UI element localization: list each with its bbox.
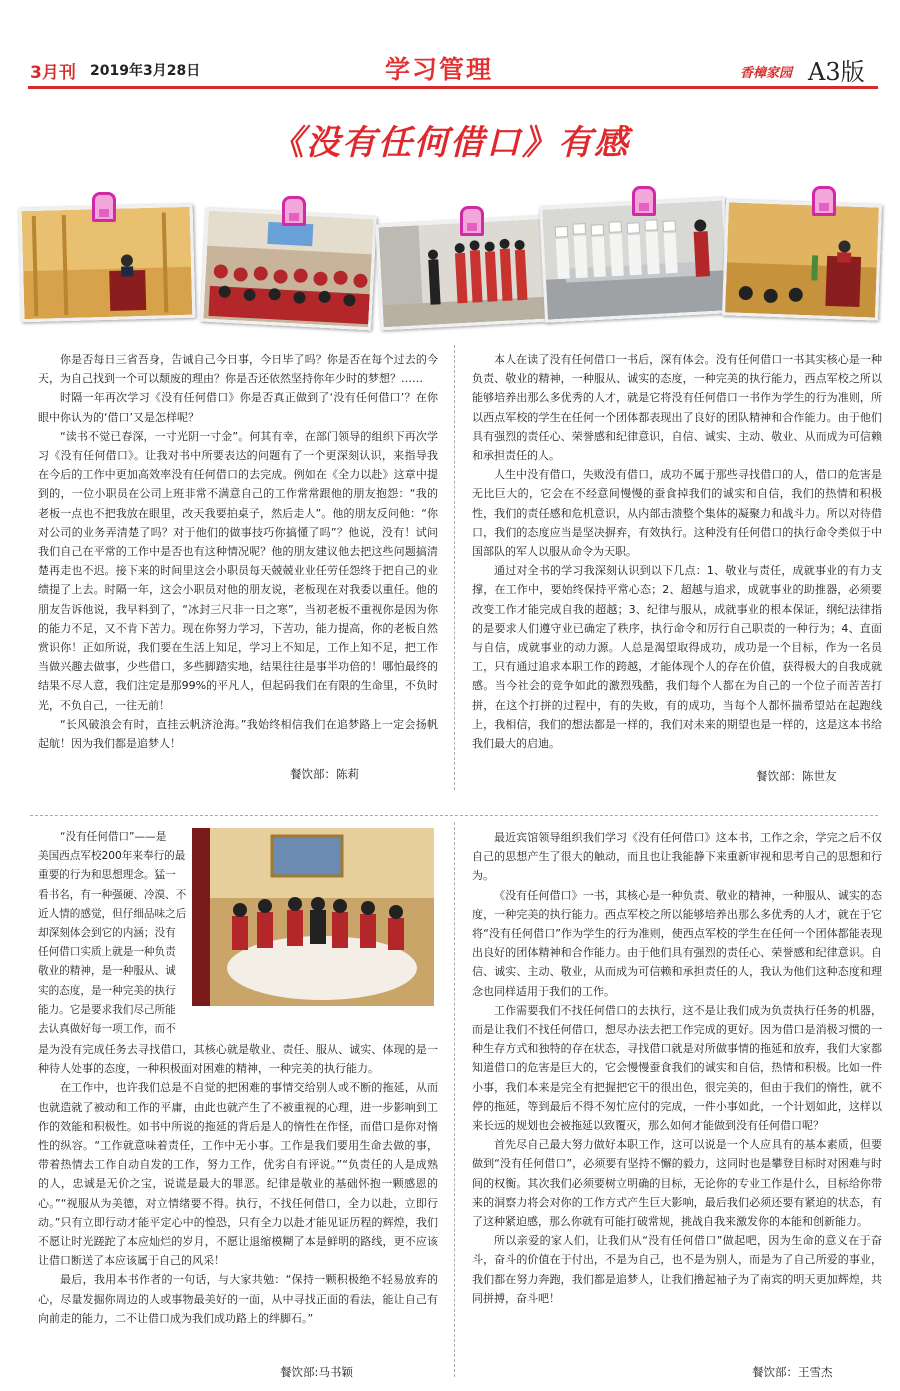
- article-4-paragraph: 所以亲爱的家人们，让我们从“没有任何借口”做起吧，因为生命的意义在于奋斗，奋斗的价值在于付出，不是为自己，也不是为别人，而是为了自己所爱的事业，我们都在努力奔跑，我们都是追梦人，让我们撸起袖子为了南宾的明天更加辉煌，共同拼搏，奋斗吧！: [472, 1234, 882, 1305]
- article-3-line: 敬业的精神，是一种服从、诚: [38, 965, 176, 978]
- edition-label: A3版: [808, 58, 865, 86]
- article-1-body: [38, 350, 438, 753]
- kitchen-staff-lineup-photo-icon: [542, 200, 728, 319]
- clip-icon: [632, 186, 656, 216]
- article-3-paragraph: 最后，我用本书作者的一句话，与大家共勉：“保持一颗积极绝不轻易放弃的心，尽量发掘你周边的人或事物最美好的一面，从中寻找正面的看法，能让自己有向前走的能力，二不让借口成为我们成功路上的绊脚石。”: [38, 1273, 438, 1325]
- banquet-table-meeting-photo-icon: [192, 828, 434, 1006]
- photo-banner: [20, 192, 880, 327]
- article-3-line: 近人情的感觉，但仔细品味之后: [38, 907, 187, 920]
- article-1-paragraph: “长风破浪会有时，直挂云帆济沧海。”我始终相信我们在追梦路上一定会扬帆起航！因为我们都是追梦人！: [38, 717, 438, 751]
- article-4-body: [472, 828, 882, 1308]
- article-1-paragraph: 时隔一年再次学习《没有任何借口》你是否真正做到了‘没有任何借口’？在你眼中你认为的‘借口’又是怎样呢？: [38, 391, 438, 424]
- article-3-author: 餐饮部:马书颖: [280, 1365, 353, 1379]
- header-rule: [28, 86, 878, 89]
- article-4-paragraph: 首先尽自己最大努力做好本职工作，这可以说是一个人应具有的基本素质，但要做到“没有任何借口”，必须要有坚持不懈的毅力，这同时也是攀登目标时对困难与时间的权衡。其次我们必须要树立明确的目标，无论你的专业工作是什么，目标给你带来的洞察力将会对你的工作方式产生巨大影响，最后我们必须还要有紧迫的状态，有了这种紧迫感，那么你就有可能打破常规，挑战自我来激发你的本能和创新能力。: [472, 1138, 882, 1229]
- clip-icon: [92, 192, 116, 222]
- article-3-line: 美国西点军校200年来奉行的最: [38, 850, 186, 863]
- article-3-line: “没有任何借口”——是: [60, 831, 167, 843]
- article-3-paragraph: 在工作中，也许我们总是不自觉的把困难的事情交给别人或不断的拖延，从而也就造就了被动和工作的平庸，由此也就产生了不被重视的心理，进一步影响到工作的效能和积极性。如书中所说的拖延的背后是人的惰性在作怪，而借口是你对惰性的纵容。“工作就意味着责任，工作中无小事。工作是我们要用生命去做的事，带着热情去工作自动自发的工作，努力工作，优劣自有评说。”“负责任的人是成熟的人，忠诚是无价之宝，说谎是最大的罪恶。纪律是敬业的基础怀抱一颗感恩的心。”“视服从为美德，对立情绪要不得。执行，不找任何借口，全力以赴，立即行动。”只有立即行动才能平定心中的惶恐，只有全力以赴才能见证历程的辉煌，我们不愿让时光蹉跎了本应灿烂的岁月，不愿让退缩模糊了本是鲜明的路线，更不应该让借口断送了本应该属于自己的风采！: [38, 1081, 438, 1268]
- column-divider-top: [454, 345, 455, 790]
- banner-photo-2: [200, 208, 377, 331]
- clip-icon: [812, 186, 836, 216]
- article-3-photo: [192, 828, 434, 1006]
- section-title: 学习管理: [385, 55, 494, 84]
- meeting-room-audience-photo-icon: [203, 211, 373, 327]
- podium-speaker-photo-icon: [22, 207, 193, 319]
- banner-photo-5: [722, 199, 882, 320]
- issue-date: 2019年3月28日: [90, 63, 201, 79]
- article-4-paragraph: 工作需要我们不找任何借口的去执行，这不是让我们成为负责执行任务的机器，而是让我们不找任何借口，想尽办法去把工作完成的更好。因为借口是消极习惯的一种生存方式和独特的存在状态，寻找借口就是对所做事情的拖延和放弃，我们大家都知道借口的危害是巨大的，它会慢慢蚕食我们的诚实和自信，热情和积极。比如一件小事，我们本来是完全有把握把它干的很出色，很完美的，但由于我们的惰性，就不停的拖延，等到最后不得不匆忙应付的完成，一件小事如此，一个计划如此，这样以来长远的规划也会被拖延以致覆灭，那么如何才能做到没有任何借口呢？: [472, 1003, 882, 1133]
- paper-name: 香樟家园: [740, 66, 793, 81]
- article-3-line: 去认真做好每一项工作，而不: [38, 1023, 176, 1036]
- issue-label: 3月刊: [30, 63, 76, 83]
- article-3-line: 却深刻体会到它的内涵；没有: [38, 927, 176, 940]
- article-2-paragraph: 人生中没有借口，失败没有借口，成功不属于那些寻找借口的人，借口的危害是无比巨大的，它会在不经意间慢慢的蚕食掉我们的诚实和自信，我们的热情和积极性，我们的责任感和危机意识，从内部击溃整个集体的凝聚力和战斗力。所以对待借口，我们的态度应当是坚决摒弃，有效执行。这种没有任何借口的执行命令类似于中国部队的军人以服从命令为天职。: [472, 468, 882, 559]
- article-2-body: [472, 350, 882, 753]
- clip-icon: [460, 206, 484, 236]
- column-divider-bottom: [454, 822, 455, 1377]
- article-4-paragraph: 最近宾馆领导组织我们学习《没有任何借口》这本书，工作之余，学完之后不仅自己的思想产生了很大的触动，而且也让我能静下来重新审视和思考自己的思想和行为。: [472, 831, 882, 883]
- article-3-line: 重要的行为和思想理念。猛一: [38, 869, 176, 882]
- section-divider: [30, 815, 878, 816]
- article-1-paragraph: “读书不觉已春深，一寸光阴一寸金”。何其有幸，在部门领导的组织下再次学习《没有任何借口》。让我对书中所要表达的问题有了一个更深刻认识，来指导我在今后的工作中更加高效率没有任何借口的去完成。例如在《全力以赴》这章中提到的，一位小职员在公司上班非常不满意自己的工作常常跟他的朋友抱怨：“我的老板一点也不把我放在眼里，改天我要拍桌子，然后走人”。他的朋友反问他：“你对公司的业务弄清楚了吗？对于他们的做事技巧你搞懂了吗”？他说，没有！试问我们自己在平常的工作中是否也有这种情况呢？他的朋友建议他去把这些问题搞清楚再走也不迟。接下来的时间里这会小职员每天兢兢业业任劳任怨终于把自己的业绩提了上去。时隔一年，这会小职员对他的朋友说，老板现在对我委以重任。他的朋友告诉他说，我早料到了，“冰封三尺非一日之寒”，当初老板不重视你是因为你的能力不足，又不肯下苦力。现在你努力学习，下苦功，能力提高，你的老板自然赏识你！正如所说，我们要在生活上知足，学习上不知足，工作上知不足，把工作当做兴趣去做事，少些借口，多些脚踏实地，结果往往是事半功倍的！哪怕最终的结果不尽人意，我们注定是那99%的平凡人，但起码我们在有限的生命里，不负时光，不负自己，一往无前！: [38, 429, 438, 712]
- podium-speaker-photo-icon: [725, 202, 879, 317]
- article-3-body: [38, 1040, 438, 1328]
- article-3-line: 能力。它是要求我们尽己所能: [38, 1003, 176, 1016]
- article-4-paragraph: 《没有任何借口》一书，其核心是一种负责、敬业的精神，一种服从、诚实的态度，一种完美的执行能力。西点军校之所以能够培养出那么多优秀的人才，就在于它将“没有任何借口”作为学生的行为准则，使西点军校的学生在任何一个团体都能表现出良好的团体精神和合作能力。由于他们具有强烈的责任心、荣誉感和纪律意识。自信、诚实、主动、敬业，从而成为可信赖和承担责任的人，我认为他们这种态度和理念也同样适用于我们的工作。: [472, 888, 882, 998]
- article-3-wrap-text: [38, 828, 188, 1039]
- article-4-author: 餐饮部：王雪杰: [752, 1365, 833, 1379]
- article-3-line: 看书名，有一种强硬、冷漠、不: [38, 888, 187, 901]
- article-3-line: 实的态度，是一种完美的执行: [38, 984, 176, 997]
- article-3-paragraph: 是为没有完成任务去寻找借口，其核心就是敬业、责任、服从、诚实、体现的是一种待人处事的态度，一种积极面对困难的精神，一种完美的执行能力。: [38, 1043, 438, 1076]
- banner-photo-4: [539, 197, 731, 323]
- article-2-paragraph: 本人在读了没有任何借口一书后，深有体会。没有任何借口一书其实核心是一种负责、敬业的精神，一种服从、诚实的态度，一种完美的执行能力，西点军校之所以能够培养出那么多优秀的人才，就是它将没有任何借口一书作为学生的行为准则，所以西点军校的学生在任何一个团体都表现出了良好的团队精神和合作能力。由于他们具有强烈的责任心、荣誉感和纪律意识，自信、诚实、主动、敬业、从而成为可信赖和承担责任的人。: [472, 353, 882, 463]
- page-headline: 《没有任何借口》有感: [270, 123, 630, 163]
- article-1-author: 餐饮部：陈莉: [290, 767, 359, 781]
- article-2-author: 餐饮部：陈世友: [756, 769, 837, 783]
- article-1-paragraph: 你是否每日三省吾身，告诫自己今日事，今日毕了吗？你是否在每个过去的今天，为自己找到一个可以颓废的理由？你是否还依然坚持你年少时的梦想？……: [38, 353, 438, 386]
- article-3-line: 任何借口实质上就是一种负责: [38, 946, 176, 959]
- masthead: [0, 0, 900, 95]
- article-2-paragraph: 通过对全书的学习我深刻认识到以下几点：1、敬业与责任，成就事业的有力支撑，在工作中，要始终保持平常心态；2、超越与追求，成就事业的助推器，必须要改变工作才能完成自我的超越；3、纪律与服从，成就事业的根本保证，纲纪法律指的是要求人们遵守业已确定了秩序，执行命令和厉行自己职责的一种行为；4、直面与自信，成就事业的动力源。人总是渴望取得成功，成功是一个目标，作为一名员工，只有通过追求本职工作的跨越，才能体现个人的存在价值，获得极大的自我成就感。当今社会的竞争如此的激烈残酷，我们每个人都在为自己的一个位子而苦苦打拼，在这个打拼的过程中，有的失败，有的成功，当每个人都怀揣希望站在起跑线上，我相信，我们的想法都是一样的，我们对未来的期望也是一样的，这是这本书给我们最大的启迪。: [472, 564, 882, 751]
- clip-icon: [282, 196, 306, 226]
